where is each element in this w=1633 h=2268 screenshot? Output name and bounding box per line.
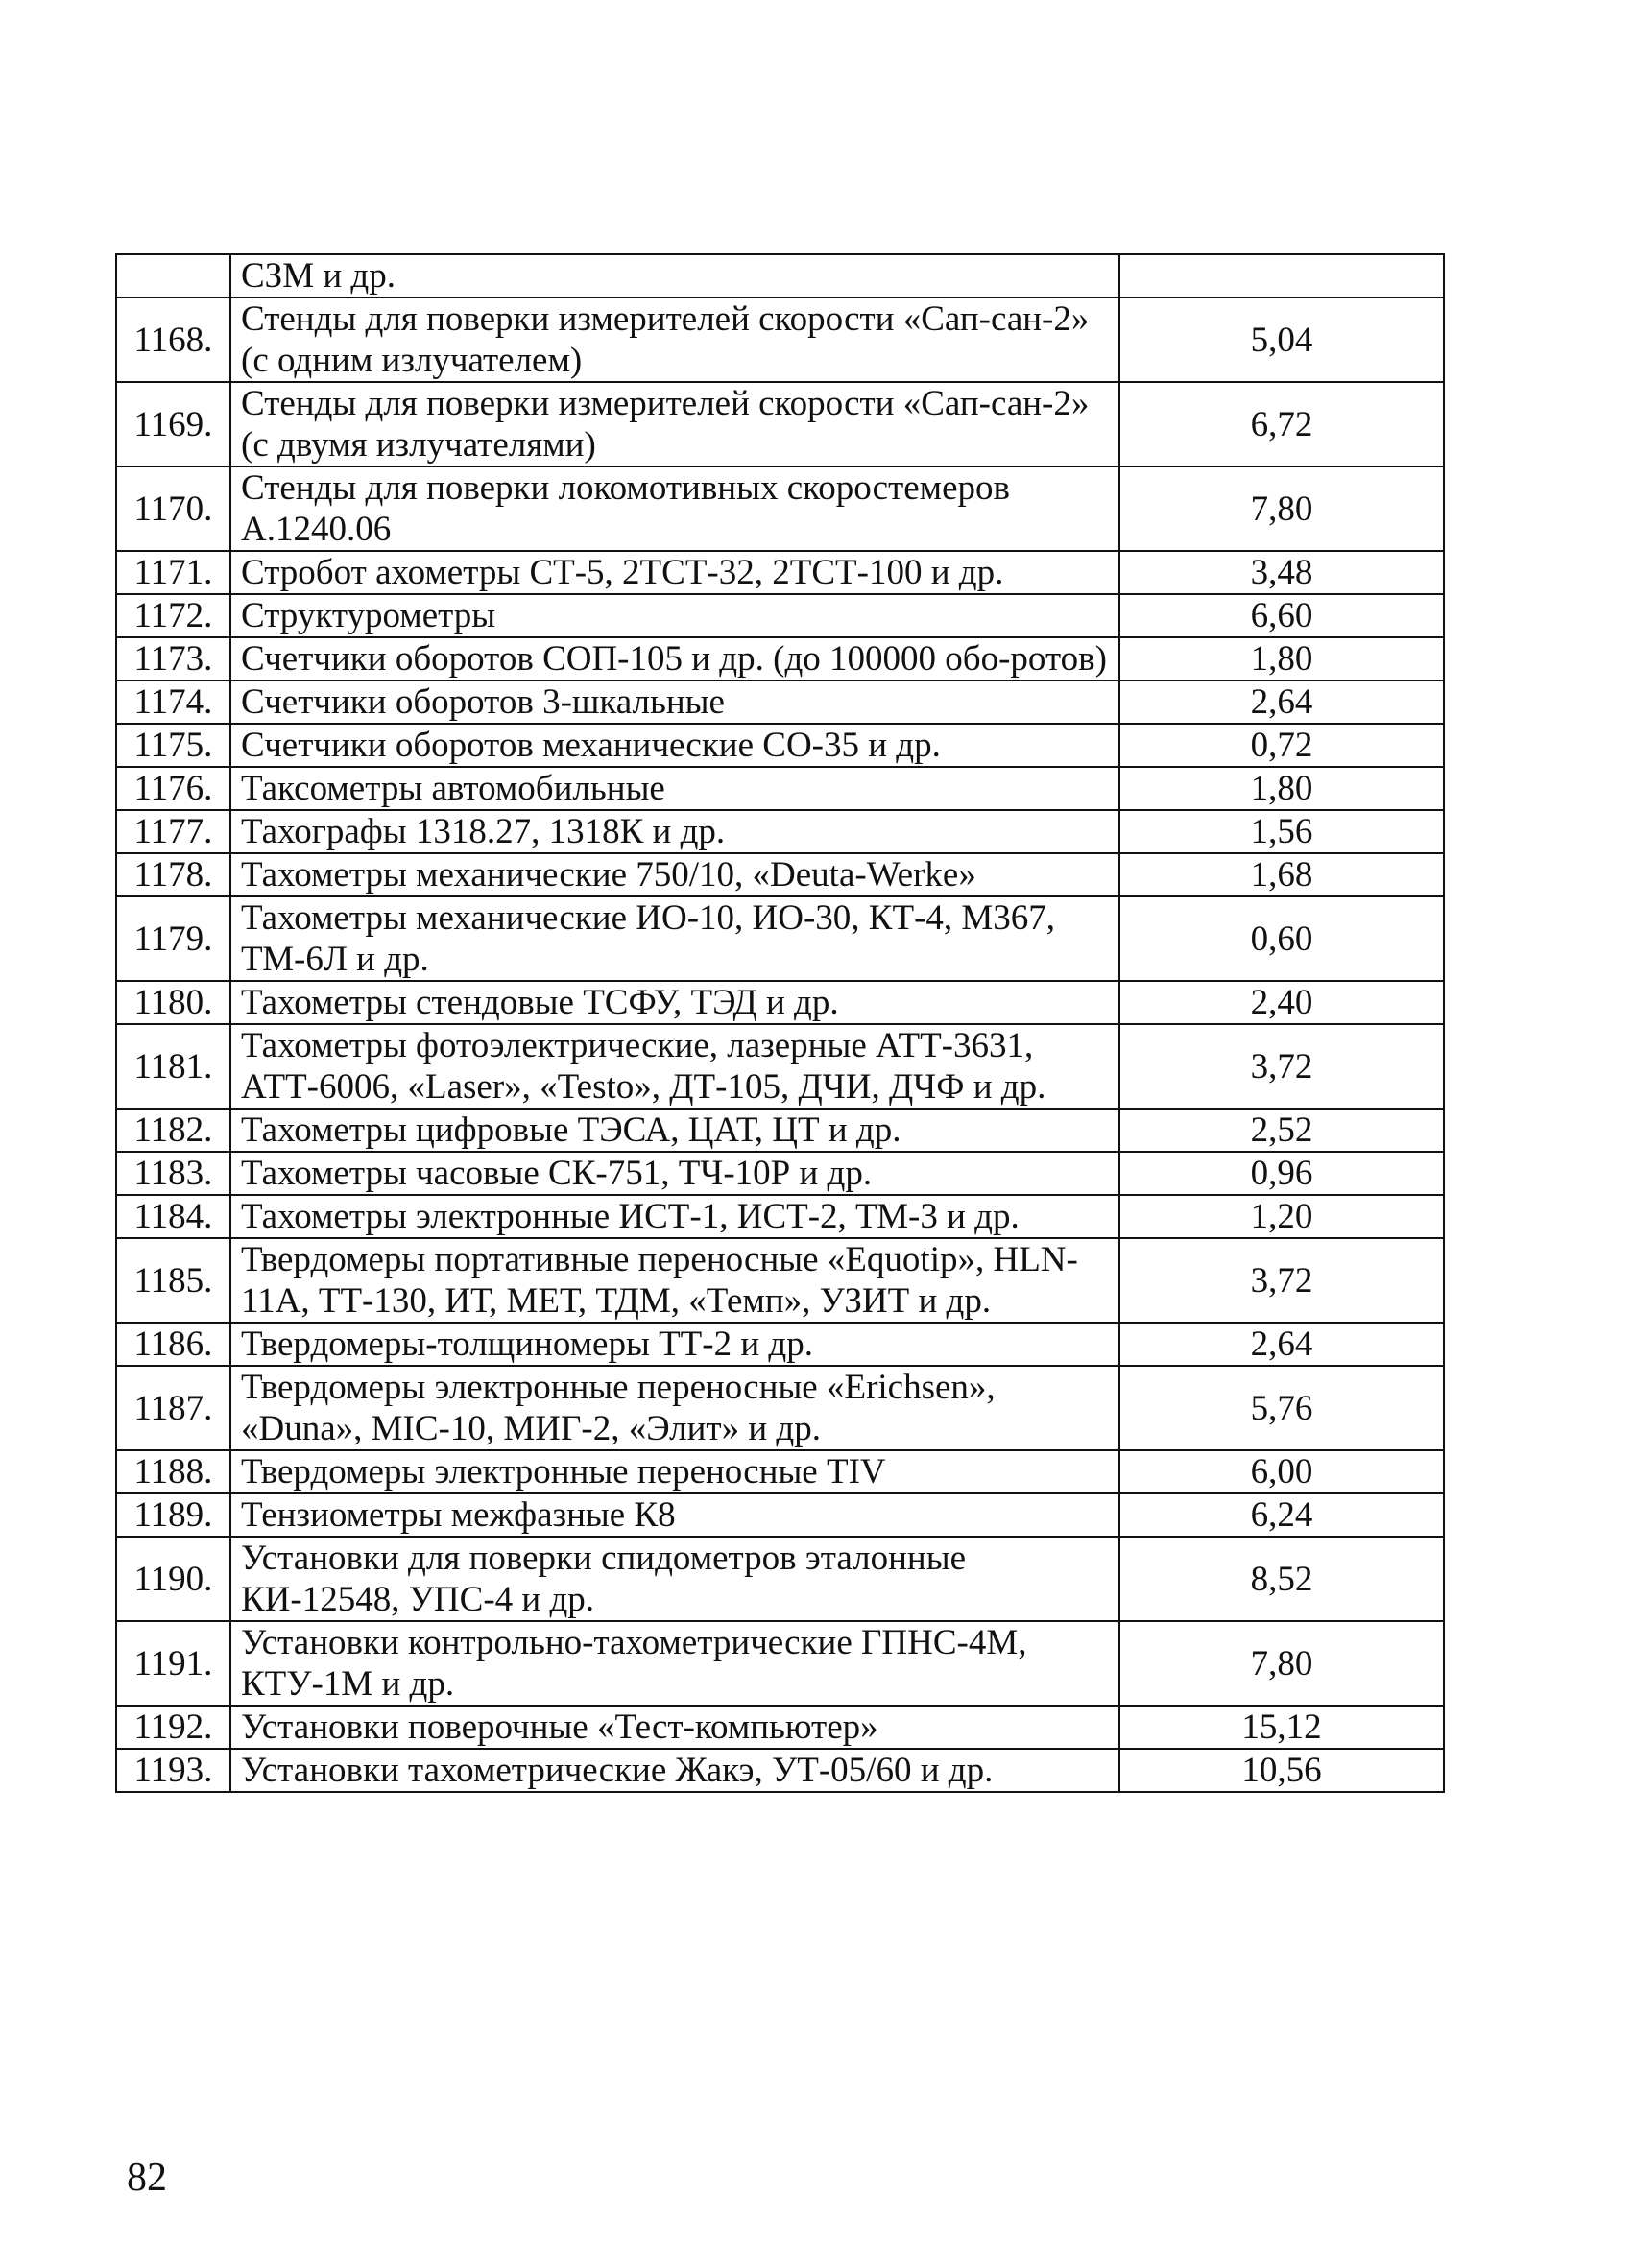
row-name: Тензиометры межфазные К8: [230, 1493, 1119, 1537]
row-number: 1170.: [116, 466, 230, 551]
row-number: 1189.: [116, 1493, 230, 1537]
table-row: [116, 1238, 1444, 1323]
table-row: [116, 680, 1444, 724]
table-row: [116, 810, 1444, 853]
row-value: 1,20: [1119, 1195, 1444, 1238]
row-value: 0,96: [1119, 1152, 1444, 1195]
table-row: [116, 1749, 1444, 1792]
row-value: 6,24: [1119, 1493, 1444, 1537]
table-row: [116, 1323, 1444, 1366]
row-value: 3,72: [1119, 1238, 1444, 1323]
row-value: [1119, 254, 1444, 298]
row-value: 0,60: [1119, 896, 1444, 981]
row-number: 1168.: [116, 298, 230, 382]
row-value: 6,72: [1119, 382, 1444, 466]
price-table: [115, 253, 1445, 1793]
row-number: 1192.: [116, 1706, 230, 1749]
row-number: 1183.: [116, 1152, 230, 1195]
row-value: 8,52: [1119, 1537, 1444, 1621]
page-number: 82: [127, 2156, 167, 2200]
table-row: [116, 981, 1444, 1024]
row-name: Установки поверочные «Тест-компьютер»: [230, 1706, 1119, 1749]
row-value: 7,80: [1119, 1621, 1444, 1706]
row-name: Тахометры цифровые ТЭСА, ЦАТ, ЦТ и др.: [230, 1109, 1119, 1152]
row-name: Счетчики оборотов СОП-105 и др. (до 100000 обо-ротов): [230, 637, 1119, 680]
table-row: [116, 1109, 1444, 1152]
row-name: Стробот ахометры СТ-5, 2ТСТ-32, 2ТСТ-100 и др.: [230, 551, 1119, 594]
row-number: [116, 254, 230, 298]
row-value: 15,12: [1119, 1706, 1444, 1749]
table-row: [116, 551, 1444, 594]
row-name: Стенды для поверки локомотивных скоростемеров А.1240.06: [230, 466, 1119, 551]
row-name: Таксометры автомобильные: [230, 767, 1119, 810]
table-row: [116, 724, 1444, 767]
table-row: [116, 1366, 1444, 1450]
row-name: Тахометры механические ИО-10, ИО-30, КТ-4, М367, ТМ-6Л и др.: [230, 896, 1119, 981]
table-row: [116, 853, 1444, 896]
row-number: 1180.: [116, 981, 230, 1024]
row-name: Счетчики оборотов 3-шкальные: [230, 680, 1119, 724]
row-value: 1,80: [1119, 637, 1444, 680]
row-number: 1173.: [116, 637, 230, 680]
row-number: 1188.: [116, 1450, 230, 1493]
row-value: 2,64: [1119, 1323, 1444, 1366]
row-name: Стенды для поверки измерителей скорости «Сап-сан-2» (с двумя излучателями): [230, 382, 1119, 466]
row-number: 1181.: [116, 1024, 230, 1109]
table-row: [116, 1152, 1444, 1195]
row-number: 1172.: [116, 594, 230, 637]
row-number: 1186.: [116, 1323, 230, 1366]
row-value: 6,60: [1119, 594, 1444, 637]
row-name: СЗМ и др.: [230, 254, 1119, 298]
row-value: 1,68: [1119, 853, 1444, 896]
row-value: 5,04: [1119, 298, 1444, 382]
row-name: Счетчики оборотов механические СО-35 и др.: [230, 724, 1119, 767]
row-value: 5,76: [1119, 1366, 1444, 1450]
price-table-body: [116, 254, 1444, 1792]
table-row: [116, 1706, 1444, 1749]
table-row: [116, 1195, 1444, 1238]
row-value: 2,52: [1119, 1109, 1444, 1152]
row-name: Тахографы 1318.27, 1318К и др.: [230, 810, 1119, 853]
row-number: 1190.: [116, 1537, 230, 1621]
row-number: 1169.: [116, 382, 230, 466]
row-value: 1,56: [1119, 810, 1444, 853]
row-number: 1182.: [116, 1109, 230, 1152]
row-value: 2,64: [1119, 680, 1444, 724]
table-row: [116, 767, 1444, 810]
table-row: [116, 637, 1444, 680]
table-row: [116, 382, 1444, 466]
row-name: Тахометры часовые СК-751, ТЧ-10Р и др.: [230, 1152, 1119, 1195]
row-number: 1176.: [116, 767, 230, 810]
table-row: [116, 298, 1444, 382]
row-number: 1187.: [116, 1366, 230, 1450]
table-row: [116, 1024, 1444, 1109]
row-name: Установки контрольно-тахометрические ГПНС-4М, КТУ-1М и др.: [230, 1621, 1119, 1706]
row-name: Твердомеры электронные переносные TIV: [230, 1450, 1119, 1493]
row-name: Твердомеры портативные переносные «Equotip», HLN-11A, ТТ-130, ИТ, МЕТ, ТДМ, «Темп», УЗИТ и др.: [230, 1238, 1119, 1323]
row-number: 1171.: [116, 551, 230, 594]
row-number: 1177.: [116, 810, 230, 853]
row-name: Тахометры фотоэлектрические, лазерные АТТ-3631, АТТ-6006, «Laser», «Testo», ДТ-105, ДЧИ, ДЧФ и др.: [230, 1024, 1119, 1109]
row-name: Установки тахометрические Жакэ, УТ-05/60 и др.: [230, 1749, 1119, 1792]
row-name: Структурометры: [230, 594, 1119, 637]
row-value: 7,80: [1119, 466, 1444, 551]
row-name: Твердомеры электронные переносные «Erichsen», «Duna», MIC-10, МИГ-2, «Элит» и др.: [230, 1366, 1119, 1450]
table-row: [116, 1537, 1444, 1621]
row-name: Тахометры электронные ИСТ-1, ИСТ-2, ТМ-3 и др.: [230, 1195, 1119, 1238]
row-value: 3,72: [1119, 1024, 1444, 1109]
table-row: [116, 594, 1444, 637]
row-value: 3,48: [1119, 551, 1444, 594]
table-row: [116, 1493, 1444, 1537]
table-row: [116, 1621, 1444, 1706]
row-name: Тахометры механические 750/10, «Deuta-Werke»: [230, 853, 1119, 896]
row-number: 1179.: [116, 896, 230, 981]
row-value: 10,56: [1119, 1749, 1444, 1792]
row-value: 6,00: [1119, 1450, 1444, 1493]
row-value: 1,80: [1119, 767, 1444, 810]
table-row: [116, 254, 1444, 298]
row-number: 1178.: [116, 853, 230, 896]
row-number: 1191.: [116, 1621, 230, 1706]
row-value: 2,40: [1119, 981, 1444, 1024]
row-number: 1174.: [116, 680, 230, 724]
row-value: 0,72: [1119, 724, 1444, 767]
row-name: Тахометры стендовые ТСФУ, ТЭД и др.: [230, 981, 1119, 1024]
table-row: [116, 1450, 1444, 1493]
row-number: 1193.: [116, 1749, 230, 1792]
table-row: [116, 896, 1444, 981]
row-name: Установки для поверки спидометров эталонные КИ-12548, УПС-4 и др.: [230, 1537, 1119, 1621]
row-number: 1185.: [116, 1238, 230, 1323]
row-name: Стенды для поверки измерителей скорости «Сап-сан-2» (с одним излучателем): [230, 298, 1119, 382]
table-row: [116, 466, 1444, 551]
row-number: 1184.: [116, 1195, 230, 1238]
row-name: Твердомеры-толщиномеры ТТ-2 и др.: [230, 1323, 1119, 1366]
row-number: 1175.: [116, 724, 230, 767]
